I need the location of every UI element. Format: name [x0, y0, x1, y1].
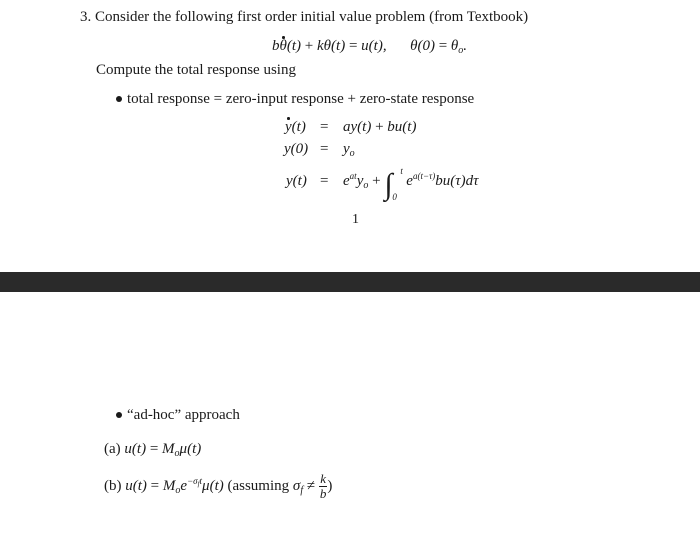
problem-intro: Consider the following first order initial value problem (from Textbook): [95, 9, 529, 25]
system-eq3-rhs: $e^{at}y_o$ + ∫ t 0 $e^{a(t-\tau)}bu(\tau)d\tau$: [343, 166, 479, 202]
system-eq2-rel: =: [320, 141, 329, 157]
system-eq2-rhs: $y_o$: [343, 141, 355, 159]
problem-statement: [80, 8, 528, 26]
page-number: 1: [352, 212, 359, 227]
part-a-expr: $u(t) = M_o\mu(t)$: [124, 441, 202, 459]
part-b-note: (assuming $\sigma_f$ ≠ $\frac{k}{b}$ ): [227, 471, 333, 501]
part-a-label: (a): [104, 441, 121, 457]
document-page-top: [0, 0, 700, 272]
system-eq1-lhs: y(t): [285, 119, 306, 135]
integral-sign: ∫ t 0: [384, 166, 403, 202]
bullet-marker: [116, 412, 122, 418]
bullet-marker: [116, 96, 122, 102]
document-page-bottom: [0, 292, 700, 546]
system-eq2-lhs: y(0): [284, 141, 309, 157]
system-eq1-rel: =: [320, 119, 329, 135]
part-b-label: (b): [104, 477, 122, 494]
system-eq1-rhs: ay(t) + bu(t): [343, 119, 417, 135]
initial-condition: $\theta(0) = \theta_o$.: [410, 38, 468, 56]
compute-instruction: Compute the total response using: [96, 62, 296, 78]
part-a: [104, 440, 201, 458]
equation-lhs: bθ(t) + kθ(t) = u(t),: [272, 38, 387, 54]
system-eq3-lhs: y(t): [286, 173, 307, 189]
bullet-adhoc-approach: “ad-hoc” approach: [127, 407, 240, 423]
governing-equation: [272, 37, 467, 55]
system-eq3-rel: =: [320, 173, 329, 189]
page-separator: [0, 272, 700, 292]
bullet-total-response: total response = zero-input response + zero-state response: [127, 91, 475, 107]
part-b-expr: $u(t) = M_oe^{-\sigma_ft}\mu(t)$: [125, 475, 224, 496]
part-b: [104, 472, 332, 501]
problem-number: 3.: [80, 9, 92, 25]
